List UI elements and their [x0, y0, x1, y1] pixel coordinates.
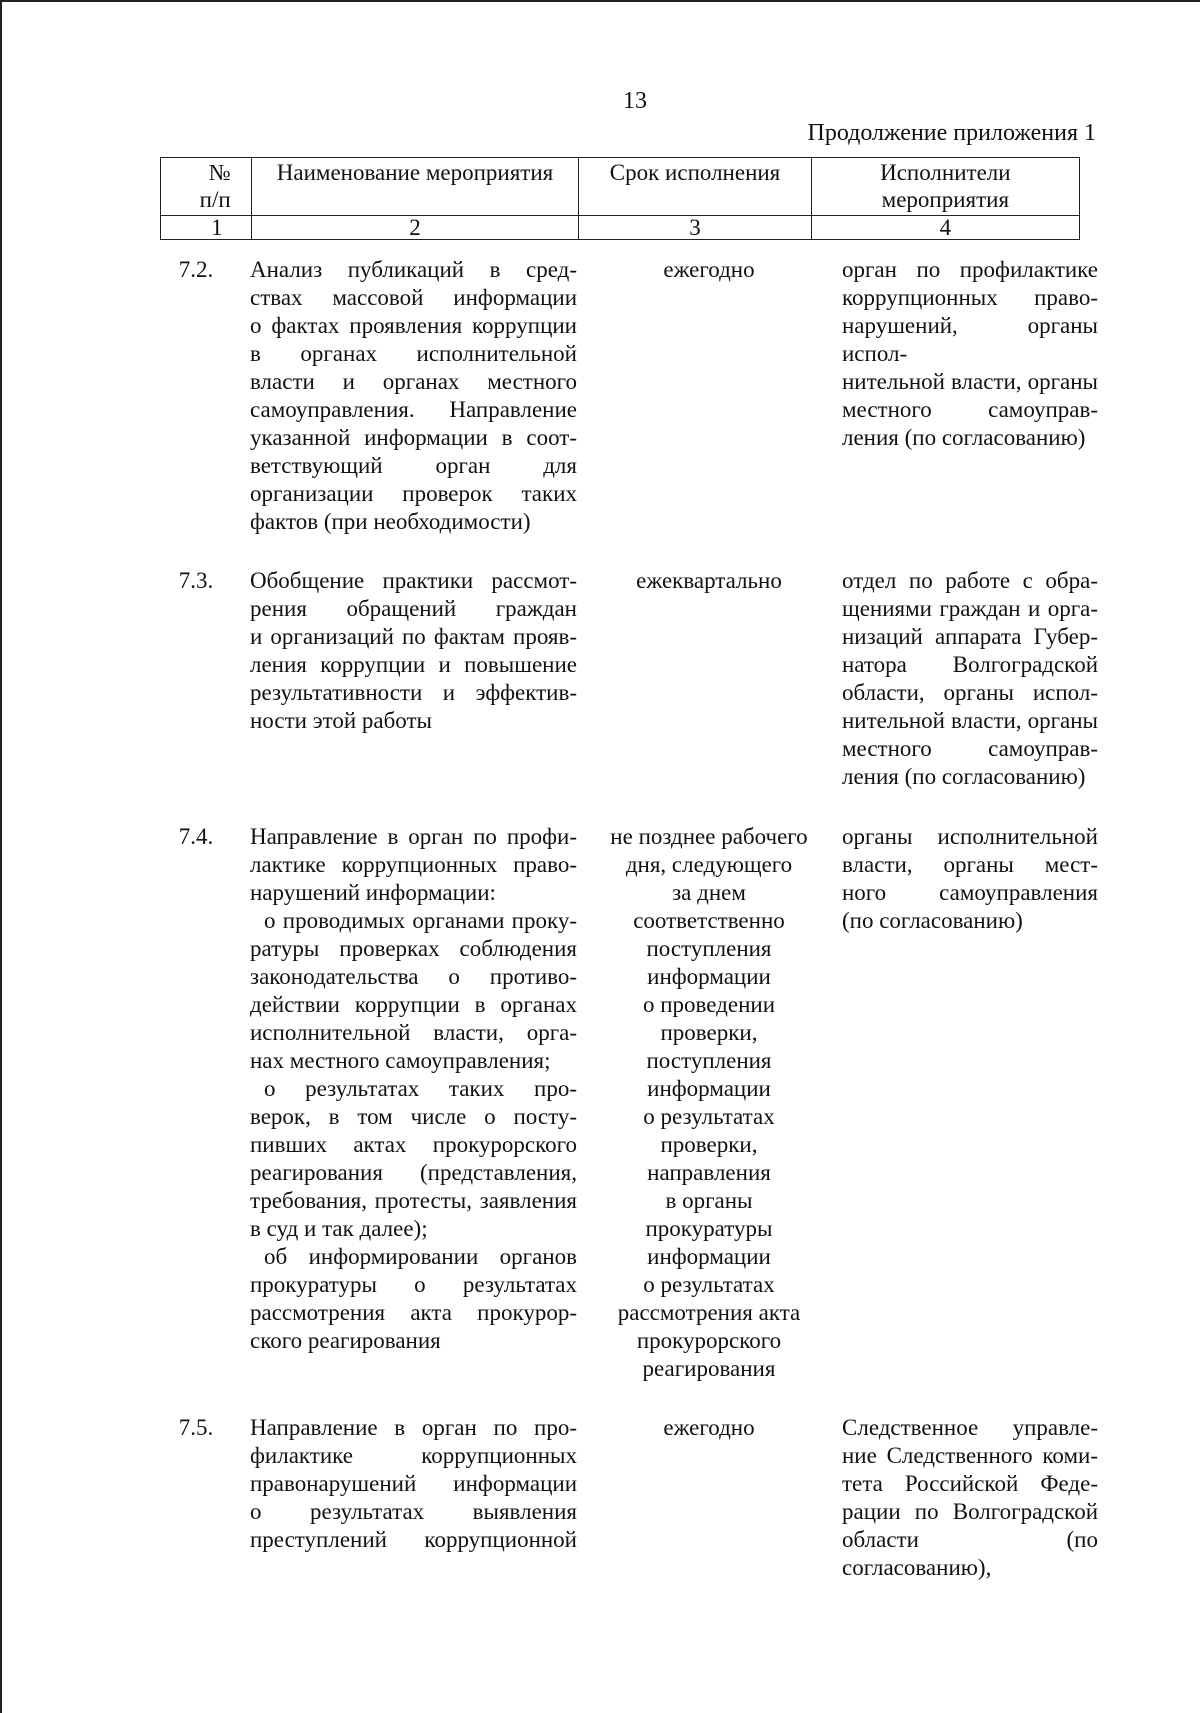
name-line: прокуратуры о результатах: [250, 1272, 577, 1297]
row-name: [250, 256, 577, 536]
term-line: реагирования: [642, 1356, 776, 1381]
executor-line: ления (по согласованию): [842, 425, 1086, 450]
name-line: о фактах проявления коррупции: [250, 313, 577, 338]
executor-line: (по согласованию): [842, 908, 1023, 933]
name-line: преступлений коррупционной: [250, 1527, 577, 1552]
row-number: 7.4.: [178, 824, 214, 849]
name-line: нарушений информации:: [250, 880, 496, 905]
executor-line: нарушений, органы испол-: [842, 313, 1098, 366]
term-line: ежеквартально: [636, 568, 782, 593]
term-line: информации: [647, 1076, 771, 1101]
name-line: ности этой работы: [250, 708, 432, 733]
name-line: в суд и так далее);: [250, 1216, 428, 1241]
name-line: законодательства о противо-: [250, 964, 577, 989]
name-line: в органах исполнительной: [250, 341, 577, 366]
name-line: Обобщение практики рассмот-: [250, 568, 577, 593]
column-number-row: [161, 216, 1080, 240]
name-line: указанной информации в соот-: [250, 425, 577, 450]
row-number: 7.3.: [178, 568, 214, 593]
name-line: пивших актах прокурорского: [250, 1132, 577, 1157]
term-line: информации: [647, 1244, 771, 1269]
name-line: результативности и эффектив-: [250, 680, 577, 705]
term-line: поступления: [646, 936, 772, 961]
executor-line: местного самоуправ-: [842, 397, 1098, 422]
name-line: действии коррупции в органах: [250, 992, 577, 1017]
term-line: проверки,: [660, 1132, 758, 1157]
executor-line: отдел по работе с обра-: [842, 568, 1098, 593]
executor-line: ления (по согласованию): [842, 764, 1086, 789]
header-term: Срок исполнения: [579, 158, 811, 216]
name-line: самоуправления. Направление: [250, 397, 577, 422]
name-line: требования, протесты, заявления: [250, 1188, 577, 1213]
table-header: [160, 157, 1080, 240]
header-num-line-2: п/п: [199, 187, 231, 212]
row-term: [598, 256, 820, 284]
name-line: верок, в том числе о посту-: [250, 1104, 577, 1129]
name-line: фактов (при необходимости): [250, 509, 531, 534]
name-line: ветствующий орган для: [250, 453, 577, 478]
term-line: прокуратуры: [645, 1216, 773, 1241]
column-number-3: 3: [579, 216, 811, 240]
name-line: реагирования (представления,: [250, 1160, 577, 1185]
name-line: ского реагирования: [250, 1328, 441, 1353]
executor-line: власти, органы мест-: [842, 852, 1098, 877]
name-line: о результатах таких про-: [264, 1076, 577, 1101]
executor-line: Следственное управле-: [842, 1415, 1098, 1440]
term-line: о проведении: [642, 992, 776, 1017]
name-line: организации проверок таких: [250, 481, 577, 506]
row-term: [598, 1414, 820, 1442]
column-number-4: 4: [811, 216, 1079, 240]
name-line: рассмотрения акта прокурор-: [250, 1300, 577, 1325]
executor-line: нительной власти, органы: [842, 708, 1098, 733]
term-line: о результатах: [643, 1104, 775, 1129]
header-executors-line-1: Исполнители: [880, 160, 1011, 185]
executor-line: низаций аппарата Губер-: [842, 624, 1098, 649]
term-line: информации: [647, 964, 771, 989]
executor-line: местного самоуправ-: [842, 736, 1098, 761]
row-name: [250, 567, 577, 735]
page-edge-top: [0, 0, 1200, 2]
name-line: нах местного самоуправления;: [250, 1048, 551, 1073]
executor-line: щениями граждан и орга-: [842, 596, 1098, 621]
name-line: правонарушений информации: [250, 1471, 577, 1496]
page-edge-left: [0, 0, 2, 1713]
name-line: филактике коррупционных: [250, 1443, 577, 1468]
executor-line: орган по профилактике: [842, 257, 1098, 282]
appendix-note: Продолжение приложения 1: [807, 120, 1096, 146]
term-line: за днем: [672, 880, 746, 905]
column-number-1: 1: [161, 216, 252, 240]
term-line: дня, следующего: [625, 852, 793, 877]
row-term: [598, 823, 820, 1383]
term-line: о результатах: [643, 1272, 775, 1297]
row-name: [250, 1414, 577, 1554]
executor-line: рации по Волгоградской: [842, 1499, 1098, 1524]
term-line: проверки,: [660, 1020, 758, 1045]
header-executors-line-2: мероприятия: [881, 187, 1010, 212]
page-number: 13: [623, 88, 647, 114]
name-line: власти и органах местного: [250, 369, 577, 394]
executor-line: области (по согласованию),: [842, 1527, 1098, 1580]
header-name: Наименование мероприятия: [251, 158, 579, 216]
executor-line: ние Следственного коми-: [842, 1443, 1098, 1468]
name-line: и организаций по фактам прояв-: [250, 624, 577, 649]
term-line: поступления: [646, 1048, 772, 1073]
row-name: [250, 823, 577, 1355]
term-line: ежегодно: [663, 257, 755, 282]
name-line: Направление в орган по профи-: [250, 824, 577, 849]
name-line: ствах массовой информации: [250, 285, 577, 310]
term-line: не позднее рабочего: [610, 824, 808, 849]
term-line: соответственно: [633, 908, 785, 933]
name-line: о результатах выявления: [250, 1499, 577, 1524]
executor-line: натора Волгоградской: [842, 652, 1098, 677]
name-line: исполнительной власти, орга-: [250, 1020, 577, 1045]
term-line: ежегодно: [663, 1415, 755, 1440]
executor-line: тета Российской Феде-: [842, 1471, 1098, 1496]
executor-line: нительной власти, органы: [842, 369, 1098, 394]
executor-line: органы исполнительной: [842, 824, 1098, 849]
row-executors: [842, 1414, 1098, 1582]
header-num-line-1: №: [208, 160, 231, 185]
term-line: прокурорского: [636, 1328, 782, 1353]
term-line: рассмотрения акта: [617, 1300, 801, 1325]
header-executors: [811, 158, 1079, 216]
executor-line: ного самоуправления: [842, 880, 1098, 905]
name-line: лактике коррупционных право-: [250, 852, 577, 877]
row-executors: [842, 823, 1098, 935]
column-number-2: 2: [251, 216, 579, 240]
row-term: [598, 567, 820, 595]
row-executors: [842, 256, 1098, 452]
term-line: направления: [647, 1160, 771, 1185]
name-line: об информировании органов: [264, 1244, 577, 1269]
name-line: рения обращений граждан: [250, 596, 577, 621]
header-num: [161, 158, 252, 216]
executor-line: области, органы испол-: [842, 680, 1098, 705]
name-line: ратуры проверках соблюдения: [250, 936, 577, 961]
row-number: 7.5.: [178, 1415, 214, 1440]
name-line: Направление в орган по про-: [250, 1415, 577, 1440]
row-number: 7.2.: [178, 257, 214, 282]
table-header-row: [161, 158, 1080, 216]
name-line: ления коррупции и повышение: [250, 652, 577, 677]
executor-line: коррупционных право-: [842, 285, 1098, 310]
name-line: Анализ публикаций в сред-: [250, 257, 577, 282]
term-line: в органы: [665, 1188, 753, 1213]
name-line: о проводимых органами проку-: [264, 908, 577, 933]
row-executors: [842, 567, 1098, 791]
